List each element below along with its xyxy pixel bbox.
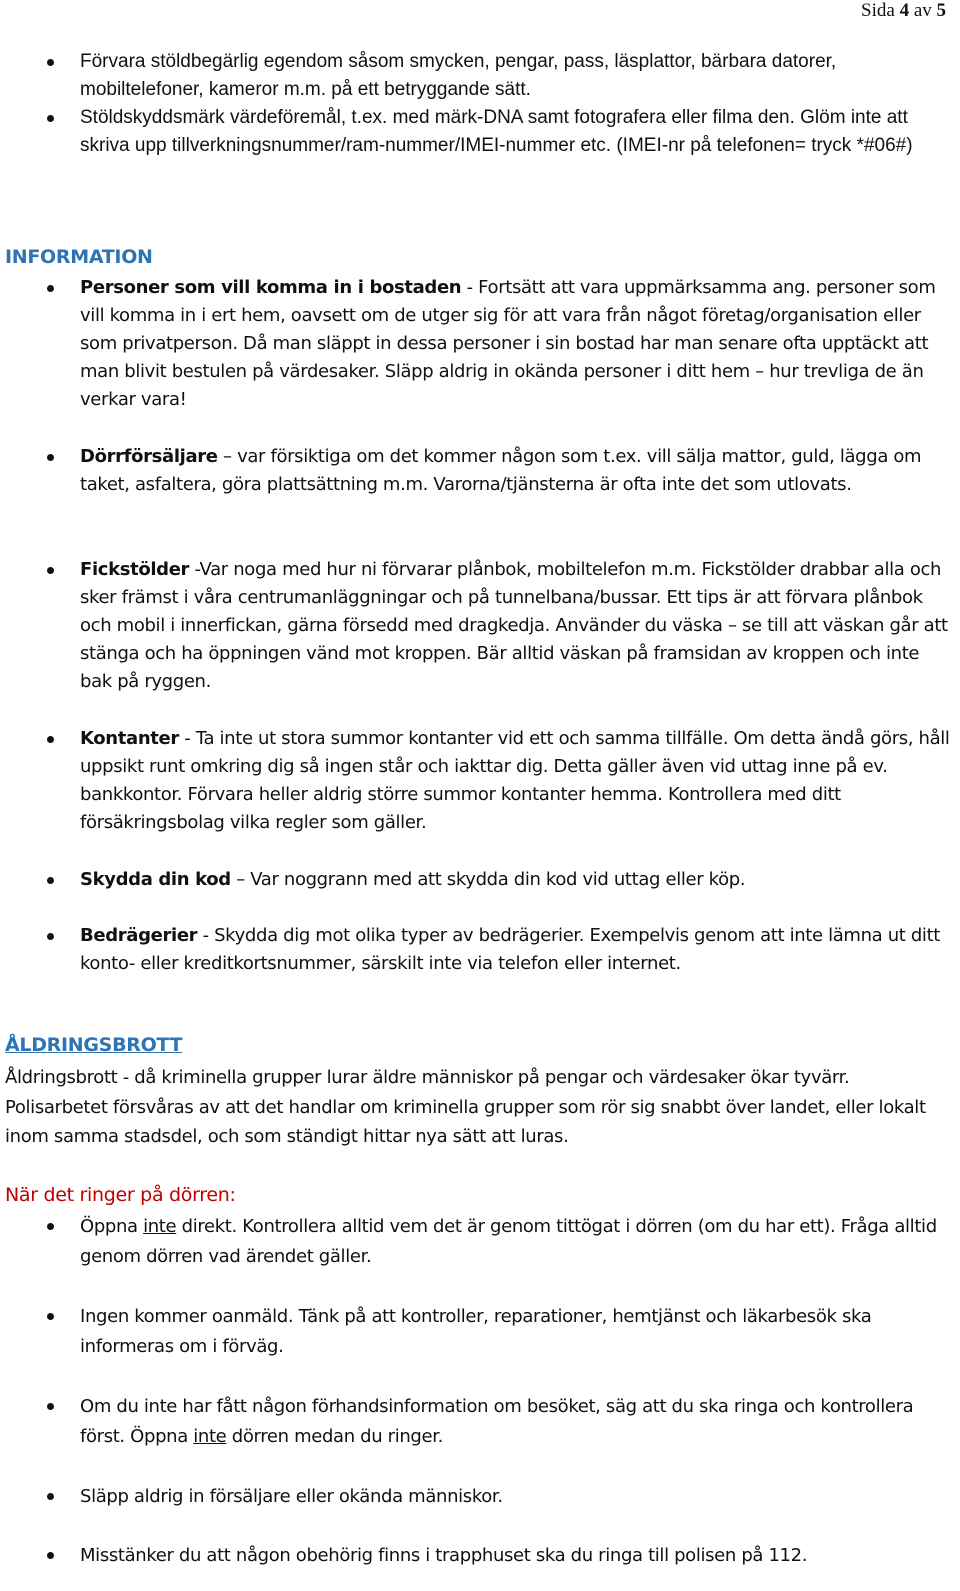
list-item: Förvara stöldbegärlig egendom såsom smycken, pengar, pass, läsplattor, bärbara datorer, mobiltelefoner, kameror m.m. på ett betryggande sätt. — [80, 48, 952, 104]
item-underlined: inte — [143, 1216, 177, 1237]
page-number-total: 5 — [936, 0, 946, 21]
list-item: Stöldskyddsmärk värdeföremål, t.ex. med märk-DNA samt fotografera eller filma den. Glöm inte att skriva upp tillverkningsnummer/ram-nummer/IMEI-nummer etc. (IMEI-nr på telefonen= tryck *#06#) — [80, 104, 952, 160]
item-underlined: inte — [193, 1426, 227, 1447]
item-text: -Var noga med hur ni förvarar plånbok, mobiltelefon m.m. Fickstölder drabbar alla och sker främst i våra centrumanläggningar och på tunnelbana/bussar. Ett tips är att förvara plånbok och mobil i innerfickan, gärna försedd med dragkedja. Använder du väska – se till att väskan går att stänga och ha öppningen vänd mot kroppen. Bär alltid väskan på framsidan av kroppen och inte bak på ryggen. — [80, 559, 948, 692]
item-lead: Bedrägerier — [80, 925, 198, 946]
aldringsbrott-paragraph: Åldringsbrott - då kriminella grupper lurar äldre människor på pengar och värdesaker ökar tyvärr. Polisarbetet försvåras av att det handlar om kriminella grupper som rör sig snabbt över landet, eller lokalt inom samma stadsdel, och som ständigt hittar nya sätt att luras. — [5, 1067, 926, 1147]
item-text: Om du inte har fått någon förhandsinformation om besöket, säg att du ska ringa och kontrollera först. Öppna — [80, 1396, 914, 1447]
aldringsbrott-heading: ÅLDRINGSBROTT — [5, 1034, 183, 1056]
list-item — [80, 443, 952, 499]
item-text: direkt. Kontrollera alltid vem det är genom tittögat i dörren (om du har ett). Fråga alltid genom dörren vad ärendet gäller. — [80, 1216, 937, 1267]
item-text: - Ta inte ut stora summor kontanter vid ett och samma tillfälle. Om detta ändå görs, håll uppsikt runt omkring dig så ingen står och iakttar dig. Detta gäller även vid uttag inne på ev. bankkontor. Förvara heller aldrig större summor kontanter hemma. Kontrollera med ditt försäkringsbolag vilka regler som gäller. — [80, 728, 950, 833]
item-text: – Var noggrann med att skydda din kod vid uttag eller köp. — [230, 869, 746, 890]
list-item: Släpp aldrig in försäljare eller okända människor. — [80, 1482, 952, 1512]
page-number-middle: av — [909, 0, 937, 21]
list-item — [80, 1392, 952, 1452]
list-item — [80, 922, 952, 978]
item-lead: Dörrförsäljare — [80, 446, 218, 467]
page-number-prefix: Sida — [861, 0, 900, 21]
list-item — [80, 725, 952, 837]
list-item: Ingen kommer oanmäld. Tänk på att kontroller, reparationer, hemtjänst och läkarbesök ska informeras om i förväg. — [80, 1302, 952, 1362]
item-text: Öppna — [80, 1216, 144, 1237]
list-item — [80, 274, 952, 414]
list-item: Misstänker du att någon obehörig finns i trapphuset ska du ringa till polisen på 112. — [80, 1541, 952, 1571]
item-text: – var försiktiga om det kommer någon som t.ex. vill sälja mattor, guld, lägga om taket, asfaltera, göra plattsättning m.m. Varorna/tjänsterna är ofta inte det som utlovats. — [80, 446, 922, 495]
item-text: - Skydda dig mot olika typer av bedrägerier. Exempelvis genom att inte lämna ut ditt konto- eller kreditkortsnummer, särskilt inte via telefon eller internet. — [80, 925, 941, 974]
list-item — [80, 1212, 952, 1272]
item-lead: Kontanter — [80, 728, 179, 749]
list-item — [80, 866, 952, 894]
item-text: dörren medan du ringer. — [226, 1426, 444, 1447]
item-lead: Fickstölder — [80, 559, 190, 580]
doorbell-heading: När det ringer på dörren: — [5, 1184, 236, 1206]
item-text: - Fortsätt att vara uppmärksamma ang. personer som vill komma in i ert hem, oavsett om de utger sig för att vara från något företag/organisation eller som privatperson. Då man släppt in dessa personer i sin bostad har man senare ofta upptäckt att man blivit bestulen på värdesaker. Släpp aldrig in okända personer i ditt hem – hur trevliga de än verkar vara! — [80, 277, 936, 410]
item-lead: Skydda din kod — [80, 869, 231, 890]
information-heading: INFORMATION — [5, 246, 153, 268]
item-lead: Personer som vill komma in i bostaden — [80, 277, 462, 298]
list-item — [80, 556, 952, 696]
page-number — [861, 0, 946, 22]
page-number-current: 4 — [899, 0, 910, 21]
